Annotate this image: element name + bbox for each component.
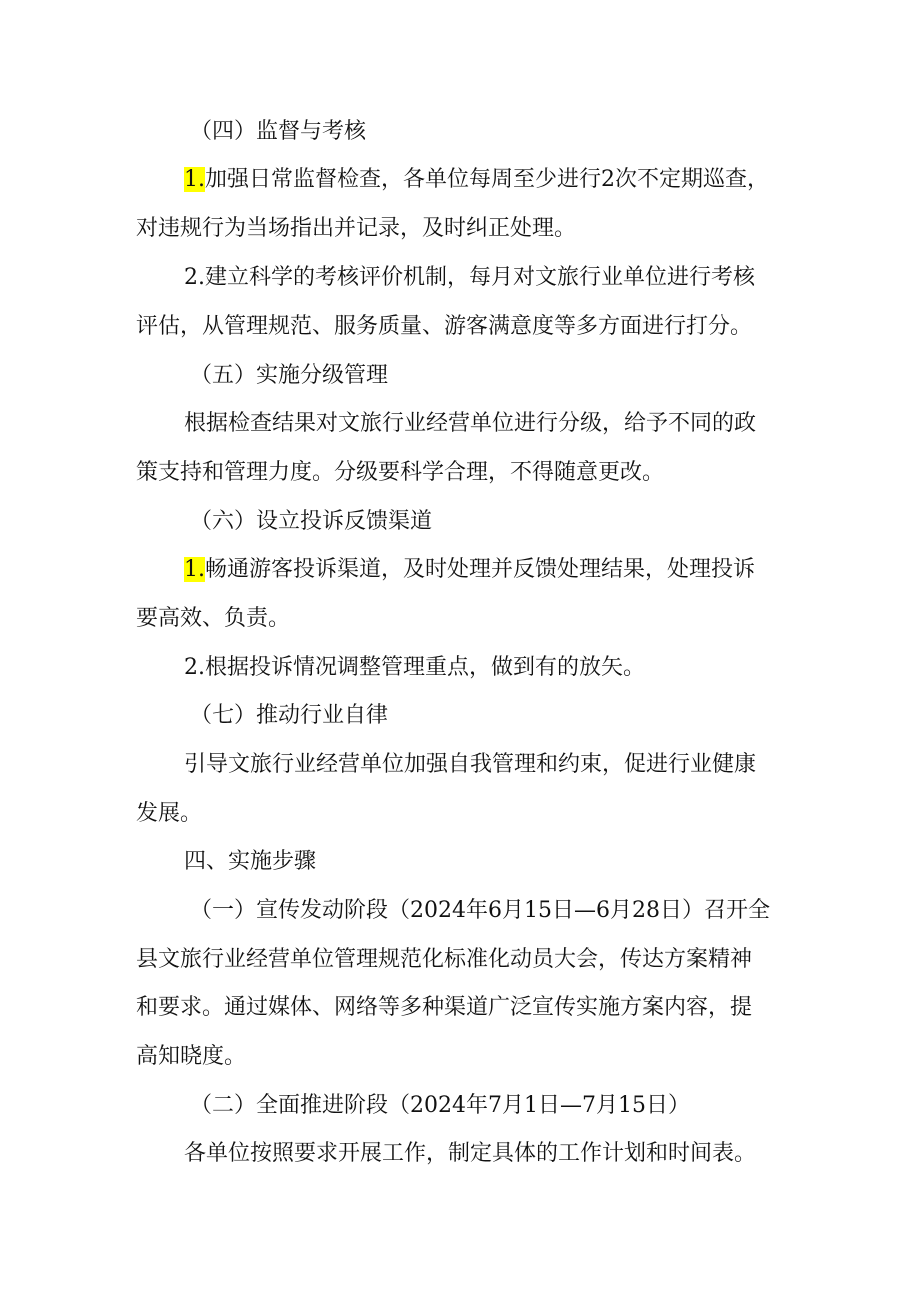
text: 畅通游客投诉渠道，及时处理并反馈处理结果，处理投诉 xyxy=(205,557,756,582)
step-1-line2: 县文旅行业经营单位管理规范化标准化动员大会，传达方案精神 xyxy=(136,947,753,972)
paragraph-grading-line2: 策支持和管理力度。分级要科学合理，不得随意更改。 xyxy=(136,460,665,485)
text: 加强日常监督检查，各单位每周至少进行2次不定期巡查， xyxy=(205,167,769,192)
section-heading-steps: 四、实施步骤 xyxy=(184,849,317,874)
step-2-heading: （二）全面推进阶段（2024年7月1日—7月15日） xyxy=(190,1093,690,1118)
paragraph-supervision-2-line2: 评估，从管理规范、服务质量、游客满意度等多方面进行打分。 xyxy=(136,314,753,339)
heading-self-discipline: （七）推动行业自律 xyxy=(190,703,389,728)
step-1-line1: （一）宣传发动阶段（2024年6月15日—6月28日）召开全 xyxy=(190,898,770,923)
paragraph-self-discipline-line1: 引导文旅行业经营单位加强自我管理和约束，促进行业健康 xyxy=(184,752,757,777)
heading-grading: （五）实施分级管理 xyxy=(190,363,389,388)
paragraph-supervision-1-line1 xyxy=(184,166,769,194)
highlighted-number: 1. xyxy=(184,557,205,582)
paragraph-complaints-1-line1 xyxy=(184,556,755,584)
paragraph-complaints-1-line2: 要高效、负责。 xyxy=(136,606,291,631)
paragraph-self-discipline-line2: 发展。 xyxy=(136,801,203,826)
step-1-line3: 和要求。通过媒体、网络等多种渠道广泛宣传实施方案内容，提 xyxy=(136,995,753,1020)
paragraph-supervision-2-line1: 2.建立科学的考核评价机制，每月对文旅行业单位进行考核 xyxy=(184,265,755,290)
highlighted-number: 1. xyxy=(184,167,205,192)
step-2-line1: 各单位按照要求开展工作，制定具体的工作计划和时间表。 xyxy=(184,1141,757,1166)
paragraph-supervision-1-line2: 对违规行为当场指出并记录，及时纠正处理。 xyxy=(136,216,577,241)
step-1-line4: 高知晓度。 xyxy=(136,1044,247,1069)
paragraph-complaints-2: 2.根据投诉情况调整管理重点，做到有的放矢。 xyxy=(184,655,645,680)
heading-complaints: （六）设立投诉反馈渠道 xyxy=(190,509,433,534)
heading-supervision: （四）监督与考核 xyxy=(190,119,367,144)
paragraph-grading-line1: 根据检查结果对文旅行业经营单位进行分级，给予不同的政 xyxy=(184,411,757,436)
